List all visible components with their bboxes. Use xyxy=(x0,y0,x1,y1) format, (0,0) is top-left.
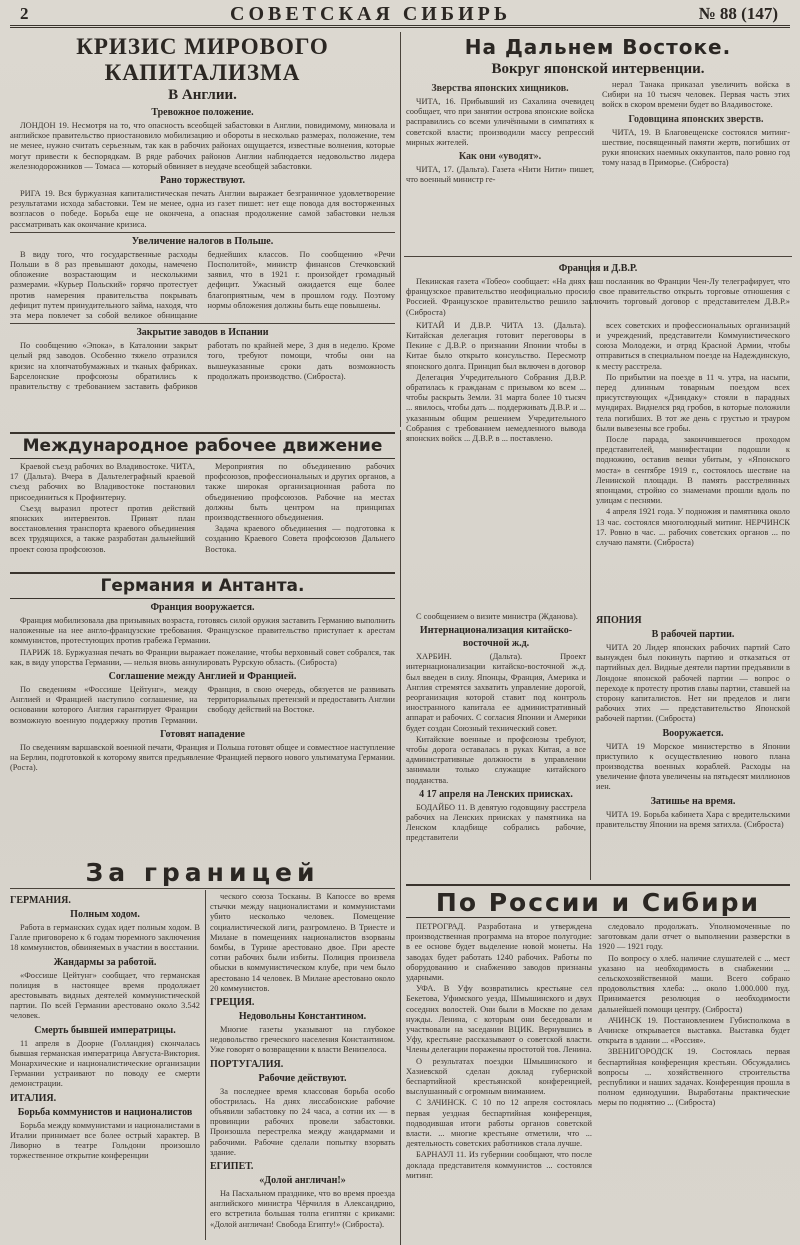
far-east-heading: Годовщина японских зверств. xyxy=(628,113,764,125)
russia-paragraph: ПЕТРОГРАД. Разработана и утверждена производственная программа на второе полугодие: в ее основе будет выделение новой монеты. На заводах будет работать 1240 рабочих. Работы по оборудованию и снабжению заводов признаны ударными. xyxy=(406,922,592,983)
france-dvr-paragraph: Пекинская газета «Тобео» сообщает: «На днях наш посланник во Франции Чен-Лу телеграфирует, что французское правительство неофициально просило свое правительство открыть торговые отношения с Россией. Французское правительство решило заключить торговый договор с представителем Д.В.Р.» (Сиброста) xyxy=(406,277,790,317)
russia-paragraph: С ЗАЧИНСК. С 10 по 12 апреля состоялась первая уездная беспартийная конференция, подводившая итоги работы органов советской власти. ... многие крестьяне отметили, что ... деятельность советских работников стала лучше. xyxy=(406,1098,592,1149)
abroad-col-1 xyxy=(10,892,200,1242)
abroad-subhead: Рабочие действуют. xyxy=(258,1072,347,1084)
france-dvr-heading: Франция и Д.В.Р. xyxy=(558,263,638,274)
japan-subhead: Затишье на время. xyxy=(650,795,736,807)
abroad-paragraph: Работа в германских судах идет полным ходом. В Галле приговорено к 6 годам тюремного заключения 18 коммунистов, обвиняемых в участии в восстании. xyxy=(10,923,200,953)
abroad-paragraph: Многие газеты указывают на глубокое недовольство греческого населения Константином. Уже говорят о возвращении к власти Венизелоса. xyxy=(210,1025,395,1055)
abroad-col-2 xyxy=(210,892,395,1242)
germany-entente-article xyxy=(10,572,395,852)
crisis-article xyxy=(10,34,395,426)
column-rule xyxy=(400,430,401,1245)
crisis-title: КРИЗИС МИРОВОГО КАПИТАЛИЗМА xyxy=(76,34,329,85)
france-dvr-paragraph: КИТАЙ И Д.В.Р. ЧИТА 13. (Дальта). Китайская делегация готовит переговоры в Пекине с Д.В.Р. о признании Японии чтобы в Китае было открыто консульство. Пересмотр японского долга. Принцип был включен в договор xyxy=(406,320,586,371)
japan-paragraph: ЧИТА 19 Морское министерство в Японии приступило к осуществлению нового плана производства военных кораблей. Расходы на увеличение флота увеличены на пятьдесят миллионов иен. xyxy=(596,741,790,792)
labor-article xyxy=(10,432,395,567)
greece-label: ГРЕЦИЯ. xyxy=(210,997,255,1009)
france-dvr-paragraph: Делегация Учредительного Собрания Д.В.Р. обратилась к гражданам с призывом ко всем ... чтобы раскрыть Земли. 31 марта более 10 тысяч ... явилось, чтобы дать ... поддерживать Д.В.Р. и ... указанным общим решением Учредительного Собрания с требованием немедленного вывода японских войск ... Д.В.Р. в ... поставлено. xyxy=(406,372,586,444)
portugal-label: ПОРТУГАЛИЯ. xyxy=(210,1058,284,1070)
japan-paragraph: ЧИТА 20 Лидер японских рабочих партий Сато вынужден был покинуть партию и отказаться от партийных дел. Видные деятели партии предъявили в Лондоне японской рабочей партии — вопрос о переходе к протесту против главы партии, ставшей на сторону капиталистов. Нет ни пределов и лиги рабочих этих — представительство Японской рабочей партии. (Сиброста) xyxy=(596,643,790,724)
column-rule xyxy=(205,890,206,1240)
russia-paragraph: ЗВЕНИГОРОДСК 19. Состоялась первая беспартийная конференция крестьян. Обсуждались вопросы ... хозяйственного строительства республики и наших задачах. Конференция прошла в полном единодушии. Выработаны практические меры по поднятию ... (Сиброста) xyxy=(598,1047,790,1108)
far-east-paragraph: ЧИТА, 16. Прибывший из Сахалина очевидец сообщает, что при занятии острова японские войска расправились со всеми уличёнными в симпатиях к советской власти; производили массу репрессий мирных жителей. xyxy=(406,97,594,147)
labor-paragraph: Краевой съезд рабочих во Владивостоке. ЧИТА, 17 (Дальта). Вчера в Дальтелеграфный краевой съезд рабочих во Владивостоке постановил присоединиться к Профинтерну. xyxy=(10,462,195,502)
harbin-paragraph: ХАРБИН. (Дальта). Проект интернационализации китайско-восточной ж.д. был введен в силу. Японцы, Франция, Америка и Англия стремятся захватить управление дорогой, реорганизация которой ставит под контроль иностранного капитала ее административный аппарат и рабочих. С согласия Японии и Америки будет создан Союзный технический совет. xyxy=(406,652,586,733)
abroad-subhead: Недовольны Константином. xyxy=(238,1011,367,1023)
abroad-paragraph: За последнее время классовая борьба особо обострилась. На днях лиссабонские рабочие объявили забастовку по 24 часа, а сотни их — в провинции рабочих провели забастовки. Произошла перестрелка между жандармами и рабочими. Рабочие сделали попытку взорвать здание. xyxy=(210,1086,395,1157)
crisis-subhead: Тревожное положение. xyxy=(151,107,254,118)
crisis-country: В Англии. xyxy=(168,87,237,103)
poland-heading: Увеличение налогов в Польше. xyxy=(131,235,274,247)
masthead xyxy=(10,2,790,28)
lena-heading: 4 17 апреля на Ленских приисках. xyxy=(419,788,573,800)
labor-paragraph: Задача краевого объединения — подготовка к созданию Краевого Совета профсоюзов Дальнего Востока. xyxy=(205,524,395,554)
paper-name: СОВЕТСКАЯ СИБИРЬ xyxy=(230,3,512,25)
japan-subhead: Вооружается. xyxy=(662,727,724,739)
abroad-subhead: Полным ходом. xyxy=(70,909,140,920)
russia-paragraph: УФА. В Уфу возвратились крестьяне сел Бекетова, Уфимского уезда, Шмышинского и двух соседних волостей. Они были в Москве по делам нужды. Ленина, с которым они беседовали и участвовали на заседании ВЦИК. Вернувшись в Уфу, крестьяне рассказывают о советской власти. Члены делегации поражены простотой тов. Ленина. xyxy=(406,984,592,1055)
germany-entente-subhead: Готовят нападение xyxy=(160,728,245,740)
far-east-paragraph: нерал Танака приказал увеличить войска в Сибири на 10 тысяч человек. Первая часть этих войск в скором времени будет во Владивостоке. xyxy=(602,80,790,110)
far-east-paragraph: ЧИТА, 17. (Дальта). Газета «Нити Нити» пишет, что военный министр ге- xyxy=(406,165,594,185)
labor-title: Международное рабочее движение xyxy=(10,432,395,459)
germany-entente-paragraph: По сведениям варшавской военной печати, Франция и Польша готовят общее и совместное наступление на Берлин, подготовкой к которому явится предъявление Францией первого нового ультиматума Германии. (Роста). xyxy=(10,742,395,773)
russia-title: По России и Сибири xyxy=(406,884,790,918)
poland-paragraph: В виду того, что государственные расходы Польши в 8 раз превышают доходы, намечено обложение возрастающим и несколькими размерами. «Курьер Польский» горячо протестует против намерения правительства покрывать дефицит путем принудительного займа, находя, что эта мера повлечет за собой великое обнищание беднейших классов. По сообщению «Речи Посполитой», министр финансов Стечковский заявил, что в 1921 г. произойдет громадный дефицит. Ужасный ожидается еще более благоприятным, чем в прошлом году. Поэтому нормы обложения должны быть еще повышены. xyxy=(10,249,395,321)
issue-number: № 88 (147) xyxy=(698,4,778,23)
crisis-paragraph: ЛОНДОН 19. Несмотря на то, что опасность всеобщей забастовки в Англии, повидимому, миновала и английское правительство приостановило мобилизацию и обороты в несколько размерах, положение, тем не менее, нужно считать серьезным, так как в рабочих районах ощущается, известные волнения, которые могут привести к беспорядкам. В ряде рабочих районов Англии наблюдается недовольство лидера железнодорожников — Томаса — который обвиняет в неудаче всеобщей забастовки. xyxy=(10,121,395,171)
germany-entente-subhead: Франция вооружается. xyxy=(150,602,255,613)
harbin-paragraph: Китайские военные и профсоюзы требуют, чтобы дорога оставалась в руках Китая, а все административные должности в управлении занимали только служащие китайского подданства. xyxy=(406,734,586,785)
france-dvr-article xyxy=(406,260,790,610)
germany-entente-paragraph: По сведениям «Фоссише Цейтунг», между Англией и Францией наступило соглашение, на основании которого Англия гарантирует Франции возможную военную поддержку против Германии. Франция, в свою очередь, обязуется не развивать территориальных претензий и предоставить Англии свободу действий на Востоке. xyxy=(10,685,395,725)
crisis-paragraph: РИГА 19. Вся буржуазная капиталистическая печать Англии выражает безграничное удовлетворение результатами исхода забастовки. Тем не менее, одна из газет пишет: нет еще повода для восторженных возгласов о победе. Борьба еще не окончена, а опасная продолжение самой забастовки нельзя рассматривать как окончание кризиса. xyxy=(10,189,395,229)
russia-paragraph: следовало продолжать. Уполномоченные по заготовкам дали отчет о выполнении разверстки в 1920 — 1921 году. xyxy=(598,922,790,952)
abroad-title: За границей xyxy=(85,858,320,887)
russia-col-2 xyxy=(598,922,790,1242)
japan-subhead: В рабочей партии. xyxy=(651,629,735,640)
far-east-heading: Как они «уводят». xyxy=(458,151,542,163)
japan-article xyxy=(596,612,790,882)
france-dvr-paragraph: После парада, закончившегося проходом представителей, манифестации подошли к подножию, оставив венки убитым, у «Японского моста» в сентябре 1919 г., состоялось шествие на Ленинской площади. В память расстрелянных японцами, стройно со знаменами прошли вдоль по улицам с песнями. xyxy=(596,435,790,506)
abroad-subhead: Борьба коммунистов и националистов xyxy=(17,1106,193,1118)
far-east-article xyxy=(406,34,790,254)
germany-entente-title: Германия и Антанта. xyxy=(10,572,395,599)
abroad-paragraph: «Фоссише Цейтунг» сообщает, что германская полиция в настоящее время продолжает арестовывать видных деятелей коммунистической партии. По всей Германии арестовано около 3.542 человек. xyxy=(10,970,200,1021)
abroad-header xyxy=(10,858,395,890)
abroad-subhead: Жандармы за работой. xyxy=(53,956,157,968)
japan-heading: ЯПОНИЯ xyxy=(596,615,642,626)
far-east-title: На Дальнем Востоке. xyxy=(464,35,732,59)
germany-entente-paragraph: Франция мобилизовала два призывных возраста, готовясь силой оружия заставить Германию выполнить наложенные на нее англо-французские требования. Французское правительство приступает к арестам коммунистов, протестующих против грабежа Германии. xyxy=(10,616,395,646)
abroad-paragraph: На Пасхальном празднике, что во время проезда английского министра Чёрчилля в Александрию, его встретила большая толпа египтян с криками: «Долой англичан! Свобода Египту!» (Сиброста). xyxy=(210,1189,395,1229)
abroad-subhead: Смерть бывшей императрицы. xyxy=(34,1024,176,1036)
russia-header xyxy=(406,884,790,920)
crisis-subhead: Рано торжествуют. xyxy=(160,175,245,187)
germany-entente-paragraph: ПАРИЖ 18. Буржуазная печать во Франции выражает пожелание, чтобы верховный совет собрался, так как, в виду упорства Германии, — нельзя вновь аннулировать Рурскую область. (Сиброста) xyxy=(10,647,395,667)
france-dvr-paragraph: всех советских и профессиональных организаций и учреждений, представители Коммунистического союза Молодежи, и отряд Красной Армии, чтобы отправиться в специальном поезде на Надеждинскую, к месту расстрела. xyxy=(596,320,790,371)
russia-paragraph: По вопросу о хлеб. наличие слушателей с ... мест указано на необходимость в снабжении ... сельскохозяйственной маши. Всего собрано продовольствия хлеба: ... около 1.000.000 пуд. Принимается резолюция о необходимости дальнейшей помощи центру. (Сиброста) xyxy=(598,953,790,1014)
germany-label: ГЕРМАНИЯ. xyxy=(10,895,71,906)
labor-paragraph: Съезд выразил протест против действий японских интервентов. Принят план восстановления транспорта краевого объединения всех трудящихся, а также разработан дальнейший проект союза профсоюзов. xyxy=(10,503,195,554)
harbin-subhead: Интернационализация китайско-восточной ж.д. xyxy=(419,625,573,650)
abroad-paragraph: 11 апреля в Доорне (Голландия) скончалась бывшая германская императрица Августа-Виктория. Монархические и националистические организации Германии устраивают по поводу ее смерти демонстрации. xyxy=(10,1038,200,1089)
far-east-paragraph: ЧИТА, 19. В Благовещенске состоялся митинг-шествие, посвященный памяти жертв, погибших от руки японских наемных оккупантов, пало ровно год тому назад в Приморье. (Сиброста) xyxy=(602,127,790,168)
harbin-heading: С сообщением о визите министра (Жданова). xyxy=(416,612,578,621)
lena-paragraph: БОДАЙБО 11. В девятую годовщину расстрела рабочих на Ленских приисках у памятника на Ленском кладбище собрались рабочие, представители xyxy=(406,802,586,843)
russia-col-1 xyxy=(406,922,592,1242)
column-rule xyxy=(400,32,401,427)
spain-paragraph: По сообщению «Эпока», в Каталонии закрыт целый ряд заводов. Особенно тяжело отразился кризис на хлопчатобумажных и тканых фабриках. Барселонские профсоюзы обратились к правительству с требованием заставить фабриков работать по крайней мере, 3 дня в неделю. Кроме того, требуют помощи, чтобы они на вышеуказанные сроки дать возможность продолжать производство. (Сиброста). xyxy=(10,341,395,392)
labor-paragraph: Мероприятия по объединению рабочих профсоюзов, профессиональных и других органов, а также широкая организационная работа по объединению профсоюзов. Рабочие на местах должны быть центром на принципах производственного объединения. xyxy=(205,462,395,523)
egypt-label: ЕГИПЕТ. xyxy=(210,1161,254,1173)
france-dvr-paragraph: 4 апреля 1921 года. У подножия и памятника около 13 час. состоялся многолюдный митинг. НЕРЧИНСК 17. Ровно в час. ... рабочих советских органов ... по случаю памяти. (Сиброста) xyxy=(596,507,790,548)
page-number: 2 xyxy=(20,4,29,23)
germany-entente-subhead: Соглашение между Англией и Францией. xyxy=(108,671,297,683)
russia-paragraph: АЧИНСК 19. Постановлением Губисполкома в Ачинске открывается выставка. Выставка будет открыта в здании ... «Россия». xyxy=(598,1015,790,1046)
far-east-heading: Зверства японских хищников. xyxy=(431,83,569,94)
abroad-paragraph: ческого союза Тосканы. В Капоссе во время стычки между националистами и коммунистами убито несколько человек. Помещение социалистической лиги, разгромлено. В Триесте и Милане в помещениях националистов взорваны бомбы, в Турине арестовано двое. При аресте сотни рабочих были избиты. Полиция произвела обыски в коммунистическом клубе, при чем было арестовано 14 человек. В Милане арестовано около 20 коммунистов. xyxy=(210,892,395,993)
far-east-subtitle: Вокруг японской интервенции. xyxy=(491,61,705,77)
abroad-paragraph: Борьба между коммунистами и националистами в Италии принимает все более острый характер. В Ливорно в театре Гольдони произошло торжественное открытие конференции xyxy=(10,1120,200,1161)
japan-paragraph: ЧИТА 19. Борьба кабинета Хара с вредительскими правительству Японии на время затихла. (Сиброста) xyxy=(596,809,790,829)
abroad-subhead: «Долой англичан!» xyxy=(259,1175,346,1187)
italy-label: ИТАЛИЯ. xyxy=(10,1092,57,1104)
harbin-article xyxy=(406,612,586,882)
russia-paragraph: БАРНАУЛ 11. Из губернии сообщают, что после доклада представителя коммунистов ... состоялся митинг. xyxy=(406,1150,592,1180)
spain-heading: Закрытие заводов в Испании xyxy=(136,327,269,339)
france-dvr-paragraph: По прибытии на поезде в 11 ч. утра, на насыпи, перед длинным товарным поездом всех присутствующих «Дзиндаку» стояли в парадных мундирах. Виднелся ряд гробов, в которые положили тела погибших. В тот же день с грустью и трауром были вывезены все гробы. xyxy=(596,372,790,433)
russia-paragraph: О результатах поездки Шмышинского и Хазиевской сделан доклад губернской беспартийной крестьянской конференцией, выслушанный с огромным вниманием. xyxy=(406,1056,592,1097)
